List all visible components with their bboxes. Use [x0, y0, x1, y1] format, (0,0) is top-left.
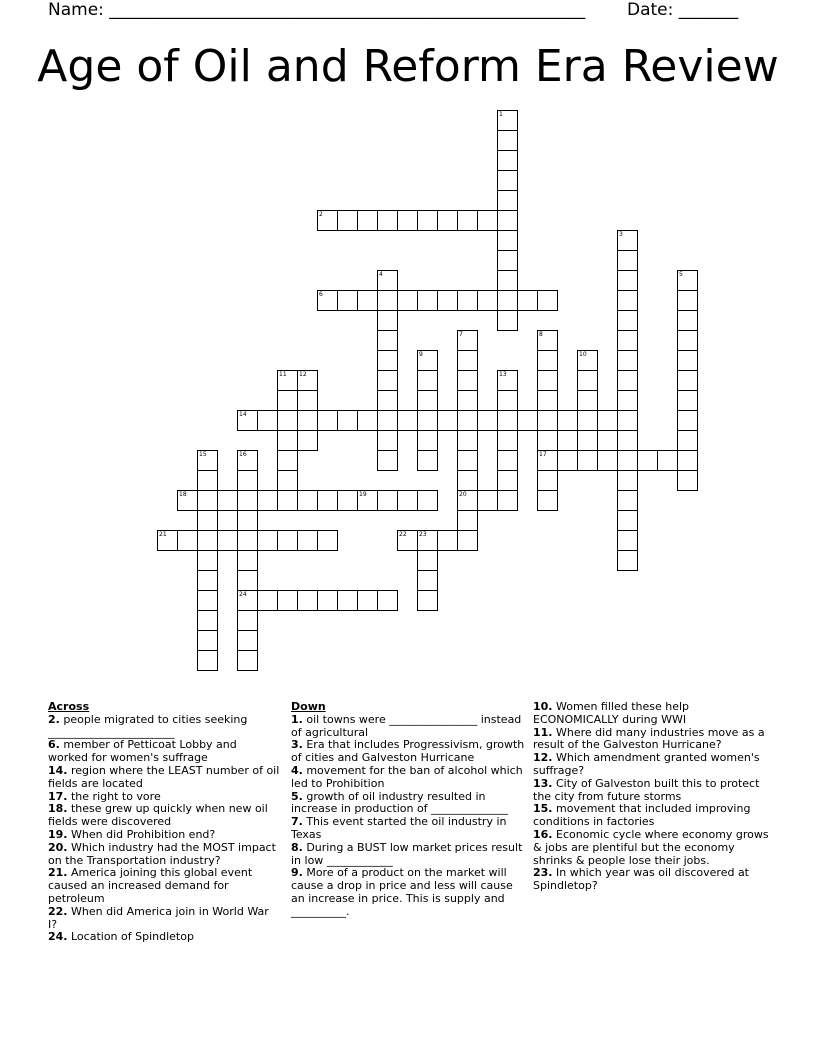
clue-number-label: 19. [48, 827, 68, 841]
grid-cell[interactable] [637, 450, 658, 471]
grid-cell[interactable] [297, 430, 318, 451]
grid-cell[interactable] [597, 450, 618, 471]
grid-cell[interactable] [457, 470, 478, 491]
grid-cell[interactable] [417, 550, 438, 571]
grid-cell[interactable] [537, 330, 558, 351]
grid-cell[interactable] [177, 530, 198, 551]
grid-cell[interactable] [377, 390, 398, 411]
grid-cell[interactable] [197, 610, 218, 631]
grid-cell[interactable] [517, 410, 538, 431]
down-clues [291, 701, 527, 919]
grid-cell[interactable] [577, 350, 598, 371]
clue-item [533, 803, 769, 829]
clue-number: 21 [159, 531, 167, 538]
grid-cell[interactable] [617, 470, 638, 491]
grid-cell[interactable] [377, 210, 398, 231]
grid-cell[interactable] [377, 350, 398, 371]
grid-cell[interactable] [337, 490, 358, 511]
clue-number-label: 11. [533, 725, 553, 739]
clue-number: 1 [499, 111, 503, 118]
clue-item [48, 842, 280, 868]
clue-number: 15 [199, 451, 207, 458]
grid-cell[interactable] [397, 210, 418, 231]
grid-cell[interactable] [617, 250, 638, 271]
grid-cell[interactable] [497, 430, 518, 451]
grid-cell[interactable] [337, 290, 358, 311]
grid-cell[interactable] [537, 450, 558, 471]
clue-number-label: 8. [291, 840, 303, 854]
grid-cell[interactable] [497, 370, 518, 391]
grid-cell[interactable] [417, 410, 438, 431]
grid-cell[interactable] [537, 470, 558, 491]
grid-cell[interactable] [577, 430, 598, 451]
across-clues [48, 701, 280, 944]
clue-number-label: 15. [533, 802, 553, 816]
clue-text: Where did many industries move as a result of the Galveston Hurricane? [533, 725, 765, 752]
grid-cell[interactable] [397, 290, 418, 311]
grid-cell[interactable] [617, 270, 638, 291]
grid-cell[interactable] [197, 450, 218, 471]
clue-item [291, 816, 527, 842]
clue-number: 4 [379, 271, 383, 278]
clue-number-label: 6. [48, 738, 60, 752]
grid-cell[interactable] [457, 490, 478, 511]
grid-cell[interactable] [237, 510, 258, 531]
grid-cell[interactable] [277, 430, 298, 451]
clue-number: 17 [539, 451, 547, 458]
clue-item [291, 739, 527, 765]
grid-cell[interactable] [597, 410, 618, 431]
grid-cell[interactable] [617, 290, 638, 311]
clue-text: people migrated to cities seeking _______________________ [48, 712, 248, 739]
grid-cell[interactable] [457, 370, 478, 391]
grid-cell[interactable] [197, 470, 218, 491]
grid-cell[interactable] [217, 530, 238, 551]
grid-cell[interactable] [337, 410, 358, 431]
grid-cell[interactable] [317, 590, 338, 611]
grid-cell[interactable] [257, 590, 278, 611]
grid-cell[interactable] [497, 410, 518, 431]
clue-text: More of a product on the market will cause a drop in price and less will cause an increase in price. This is supply and __________. [291, 866, 513, 918]
grid-cell[interactable] [617, 530, 638, 551]
clue-item [291, 867, 527, 918]
clue-number: 13 [499, 371, 507, 378]
clue-number: 7 [459, 331, 463, 338]
clue-number-label: 14. [48, 763, 68, 777]
clue-item [533, 778, 769, 804]
clue-text: Economic cycle where economy grows & jobs are plentiful but the economy shrinks & people lose their jobs. [533, 827, 769, 867]
clue-number-label: 12. [533, 751, 553, 765]
clue-number-label: 24. [48, 930, 68, 944]
grid-cell[interactable] [497, 450, 518, 471]
clue-text: member of Petticoat Lobby and worked for women's suffrage [48, 738, 237, 765]
clue-number: 10 [579, 351, 587, 358]
grid-cell[interactable] [437, 210, 458, 231]
clue-item [533, 867, 769, 893]
clue-item [291, 765, 527, 791]
page-title: Age of Oil and Reform Era Review [37, 41, 779, 92]
clue-text: When did America join in World War I? [48, 904, 269, 931]
grid-cell[interactable] [677, 370, 698, 391]
grid-cell[interactable] [277, 410, 298, 431]
grid-cell[interactable] [237, 630, 258, 651]
grid-cell[interactable] [377, 490, 398, 511]
clue-number: 12 [299, 371, 307, 378]
grid-cell[interactable] [217, 490, 238, 511]
grid-cell[interactable] [157, 530, 178, 551]
grid-cell[interactable] [237, 550, 258, 571]
grid-cell[interactable] [417, 370, 438, 391]
grid-cell[interactable] [617, 430, 638, 451]
grid-cell[interactable] [617, 230, 638, 251]
grid-cell[interactable] [377, 370, 398, 391]
grid-cell[interactable] [497, 270, 518, 291]
clue-number-label: 18. [48, 802, 68, 816]
clue-number-label: 7. [291, 815, 303, 829]
grid-cell[interactable] [377, 430, 398, 451]
grid-cell[interactable] [337, 590, 358, 611]
grid-cell[interactable] [477, 490, 498, 511]
clue-text: the right to vore [67, 789, 161, 803]
grid-cell[interactable] [277, 490, 298, 511]
grid-cell[interactable] [497, 250, 518, 271]
clue-number-label: 2. [48, 712, 60, 726]
grid-cell[interactable] [417, 450, 438, 471]
grid-cell[interactable] [417, 590, 438, 611]
grid-cell[interactable] [357, 490, 378, 511]
grid-cell[interactable] [357, 590, 378, 611]
grid-cell[interactable] [497, 190, 518, 211]
grid-cell[interactable] [657, 450, 678, 471]
grid-cell[interactable] [317, 410, 338, 431]
grid-cell[interactable] [457, 390, 478, 411]
grid-cell[interactable] [477, 210, 498, 231]
clue-text: Which amendment granted women's suffrage? [533, 751, 760, 777]
grid-cell[interactable] [457, 430, 478, 451]
clue-number: 6 [319, 291, 323, 298]
grid-cell[interactable] [417, 530, 438, 551]
grid-cell[interactable] [537, 430, 558, 451]
grid-cell[interactable] [617, 370, 638, 391]
clue-item [48, 714, 280, 740]
grid-cell[interactable] [417, 390, 438, 411]
grid-cell[interactable] [497, 130, 518, 151]
grid-cell[interactable] [477, 410, 498, 431]
grid-cell[interactable] [297, 390, 318, 411]
grid-cell[interactable] [437, 410, 458, 431]
grid-cell[interactable] [417, 350, 438, 371]
grid-cell[interactable] [277, 450, 298, 471]
clue-number-label: 23. [533, 866, 553, 880]
clue-item [291, 842, 527, 868]
grid-cell[interactable] [537, 370, 558, 391]
clue-number-label: 16. [533, 827, 553, 841]
clue-number-label: 9. [291, 866, 303, 880]
clue-number-label: 10. [533, 700, 553, 713]
grid-cell[interactable] [257, 490, 278, 511]
clue-number: 19 [359, 491, 367, 498]
clue-text: Location of Spindletop [67, 930, 194, 944]
grid-cell[interactable] [497, 470, 518, 491]
clue-text: Women filled these help ECONOMICALLY during WWI [533, 700, 690, 726]
grid-cell[interactable] [297, 490, 318, 511]
clue-number: 22 [399, 531, 407, 538]
grid-cell[interactable] [617, 310, 638, 331]
grid-cell[interactable] [357, 410, 378, 431]
grid-cell[interactable] [577, 390, 598, 411]
grid-cell[interactable] [497, 210, 518, 231]
clue-item [291, 714, 527, 740]
grid-cell[interactable] [617, 550, 638, 571]
grid-cell[interactable] [297, 590, 318, 611]
grid-cell[interactable] [337, 210, 358, 231]
clue-text: When did Prohibition end? [67, 827, 216, 841]
clue-number: 8 [539, 331, 543, 338]
grid-cell[interactable] [377, 410, 398, 431]
clue-number-label: 1. [291, 712, 303, 726]
grid-cell[interactable] [537, 410, 558, 431]
clue-number-label: 4. [291, 763, 303, 777]
grid-cell[interactable] [177, 490, 198, 511]
grid-cell[interactable] [237, 410, 258, 431]
clue-number: 3 [619, 231, 623, 238]
clue-text: During a BUST low market prices result in low ____________ [291, 840, 523, 867]
grid-cell[interactable] [377, 310, 398, 331]
grid-cell[interactable] [197, 570, 218, 591]
grid-cell[interactable] [357, 290, 378, 311]
clue-number-label: 5. [291, 789, 303, 803]
clue-text: movement that included improving conditions in factories [533, 802, 751, 829]
clue-number: 2 [319, 211, 323, 218]
clue-item [533, 701, 769, 727]
grid-cell[interactable] [397, 530, 418, 551]
grid-cell[interactable] [677, 270, 698, 291]
clue-text: Era that includes Progressivism, growth of cities and Galveston Hurricane [291, 738, 525, 765]
clue-number: 9 [419, 351, 423, 358]
grid-cell[interactable] [277, 590, 298, 611]
grid-cell[interactable] [537, 490, 558, 511]
grid-cell[interactable] [237, 570, 258, 591]
clue-number: 20 [459, 491, 467, 498]
clue-number-label: 21. [48, 866, 68, 880]
grid-cell[interactable] [277, 530, 298, 551]
grid-cell[interactable] [617, 330, 638, 351]
grid-cell[interactable] [297, 370, 318, 391]
clue-item [48, 803, 280, 829]
grid-cell[interactable] [377, 290, 398, 311]
grid-cell[interactable] [237, 590, 258, 611]
clue-text: In which year was oil discovered at Spindletop? [533, 866, 749, 893]
grid-cell[interactable] [197, 550, 218, 571]
grid-cell[interactable] [457, 330, 478, 351]
grid-cell[interactable] [617, 350, 638, 371]
grid-cell[interactable] [417, 570, 438, 591]
grid-cell[interactable] [477, 290, 498, 311]
clue-text: America joining this global event caused an increased demand for petroleum [48, 866, 253, 905]
grid-cell[interactable] [677, 410, 698, 431]
down-clues-continued [533, 701, 769, 893]
grid-cell[interactable] [397, 410, 418, 431]
grid-cell[interactable] [677, 390, 698, 411]
grid-cell[interactable] [617, 410, 638, 431]
grid-cell[interactable] [497, 110, 518, 131]
grid-cell[interactable] [677, 470, 698, 491]
grid-cell[interactable] [497, 290, 518, 311]
clue-text: Which industry had the MOST impact on the Transportation industry? [48, 840, 276, 867]
grid-cell[interactable] [317, 290, 338, 311]
clue-number: 5 [679, 271, 683, 278]
clue-item [533, 727, 769, 753]
grid-cell[interactable] [297, 530, 318, 551]
grid-cell[interactable] [457, 210, 478, 231]
clue-text: City of Galveston built this to protect the city from future storms [533, 776, 760, 803]
grid-cell[interactable] [417, 490, 438, 511]
clue-item [533, 752, 769, 778]
grid-cell[interactable] [457, 410, 478, 431]
grid-cell[interactable] [557, 410, 578, 431]
grid-cell[interactable] [417, 290, 438, 311]
clue-number: 11 [279, 371, 287, 378]
grid-cell[interactable] [277, 370, 298, 391]
grid-cell[interactable] [257, 410, 278, 431]
grid-cell[interactable] [457, 510, 478, 531]
grid-cell[interactable] [617, 510, 638, 531]
clue-item [48, 906, 280, 932]
clue-number-label: 17. [48, 789, 68, 803]
grid-cell[interactable] [377, 590, 398, 611]
grid-cell[interactable] [457, 350, 478, 371]
clue-number-label: 22. [48, 904, 68, 918]
grid-cell[interactable] [557, 450, 578, 471]
grid-cell[interactable] [497, 390, 518, 411]
clue-text: these grew up quickly when new oil fields were discovered [48, 802, 268, 829]
grid-cell[interactable] [677, 330, 698, 351]
clue-text: oil towns were ________________ instead of agricultural [291, 712, 522, 739]
grid-cell[interactable] [357, 210, 378, 231]
clue-number: 24 [239, 591, 247, 598]
down-heading: Down [291, 700, 326, 713]
grid-cell[interactable] [317, 490, 338, 511]
grid-cell[interactable] [197, 650, 218, 671]
grid-cell[interactable] [517, 290, 538, 311]
clue-number: 18 [179, 491, 187, 498]
clue-item [48, 867, 280, 905]
grid-cell[interactable] [277, 390, 298, 411]
grid-cell[interactable] [237, 490, 258, 511]
grid-cell[interactable] [377, 450, 398, 471]
grid-cell[interactable] [397, 490, 418, 511]
clue-item [533, 829, 769, 867]
clue-number: 14 [239, 411, 247, 418]
across-heading: Across [48, 700, 90, 713]
grid-cell[interactable] [237, 470, 258, 491]
grid-cell[interactable] [457, 450, 478, 471]
clue-number-label: 20. [48, 840, 68, 854]
grid-cell[interactable] [577, 450, 598, 471]
grid-cell[interactable] [417, 430, 438, 451]
grid-cell[interactable] [497, 490, 518, 511]
grid-cell[interactable] [677, 430, 698, 451]
grid-cell[interactable] [497, 310, 518, 331]
clue-text: movement for the ban of alcohol which led to Prohibition [291, 763, 523, 790]
grid-cell[interactable] [497, 150, 518, 171]
grid-cell[interactable] [537, 290, 558, 311]
clue-number: 16 [239, 451, 247, 458]
clue-item [291, 791, 527, 817]
date-field-label: Date: _______ [627, 0, 739, 20]
grid-cell[interactable] [237, 650, 258, 671]
grid-cell[interactable] [377, 270, 398, 291]
grid-cell[interactable] [197, 590, 218, 611]
grid-cell[interactable] [677, 450, 698, 471]
grid-cell[interactable] [277, 470, 298, 491]
grid-cell[interactable] [617, 390, 638, 411]
clue-text: region where the LEAST number of oil fields are located [48, 763, 280, 790]
grid-cell[interactable] [237, 610, 258, 631]
clue-number: 23 [419, 531, 427, 538]
grid-cell[interactable] [197, 530, 218, 551]
grid-cell[interactable] [537, 390, 558, 411]
grid-cell[interactable] [297, 410, 318, 431]
grid-cell[interactable] [677, 290, 698, 311]
grid-cell[interactable] [257, 530, 278, 551]
clue-text: growth of oil industry resulted in increase in production of ______________ [291, 789, 509, 816]
grid-cell[interactable] [537, 350, 558, 371]
grid-cell[interactable] [437, 530, 458, 551]
clue-number-label: 3. [291, 738, 303, 752]
clue-number-label: 13. [533, 776, 553, 790]
grid-cell[interactable] [677, 350, 698, 371]
grid-cell[interactable] [237, 450, 258, 471]
grid-cell[interactable] [577, 370, 598, 391]
clue-item [48, 739, 280, 765]
grid-cell[interactable] [677, 310, 698, 331]
grid-cell[interactable] [237, 530, 258, 551]
grid-cell[interactable] [457, 530, 478, 551]
grid-cell[interactable] [437, 290, 458, 311]
grid-cell[interactable] [317, 210, 338, 231]
grid-cell[interactable] [197, 630, 218, 651]
grid-cell[interactable] [497, 170, 518, 191]
grid-cell[interactable] [577, 410, 598, 431]
clue-item [48, 931, 280, 944]
clue-item [48, 765, 280, 791]
grid-cell[interactable] [197, 510, 218, 531]
grid-cell[interactable] [497, 230, 518, 251]
grid-cell[interactable] [377, 330, 398, 351]
grid-cell[interactable] [617, 450, 638, 471]
grid-cell[interactable] [417, 210, 438, 231]
grid-cell[interactable] [617, 490, 638, 511]
grid-cell[interactable] [197, 490, 218, 511]
grid-cell[interactable] [457, 290, 478, 311]
clue-text: This event started the oil industry in Texas [291, 815, 507, 841]
grid-cell[interactable] [317, 530, 338, 551]
name-field-label: Name: ________________________________________________________ [48, 0, 586, 20]
